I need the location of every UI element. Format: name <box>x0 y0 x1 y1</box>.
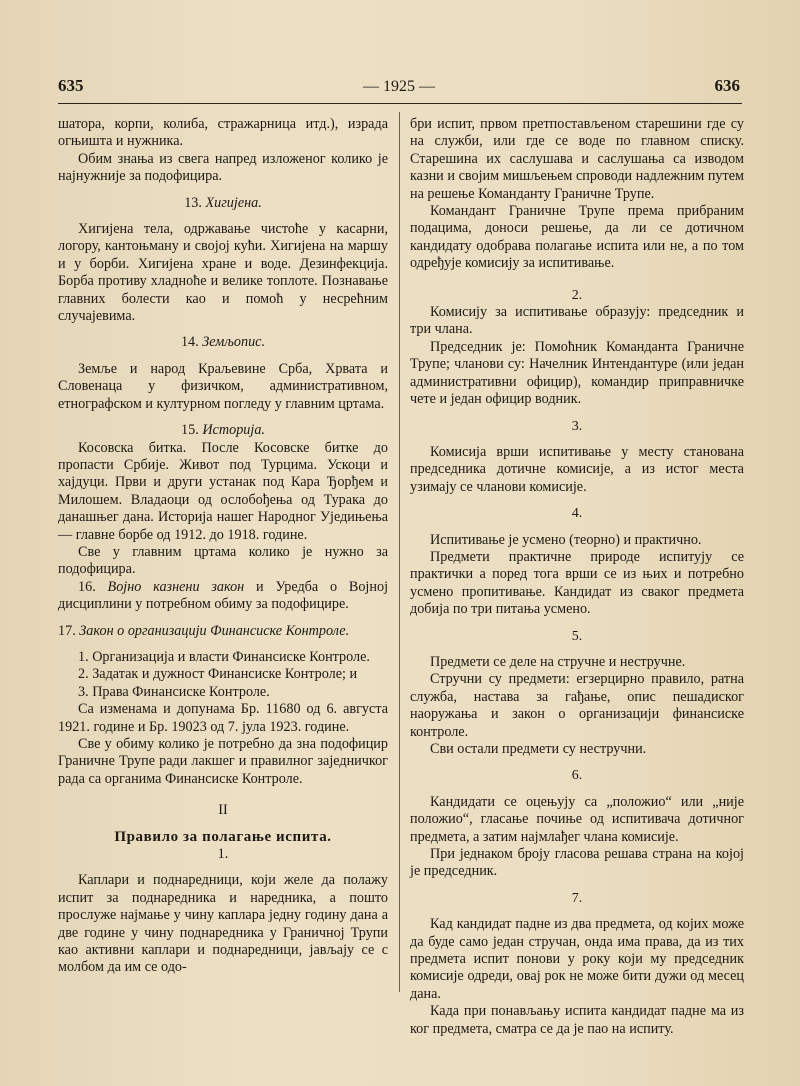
paragraph: Комисију за испитивање образују: председник и три члана. <box>410 304 744 338</box>
rule-number-7: 7. <box>571 890 583 906</box>
section-heading-13: 13. Хигијена. <box>184 194 262 211</box>
part-number: II <box>218 802 228 819</box>
left-column <box>58 116 388 977</box>
paragraph: Земље и народ Краљевине Срба, Хрвата и Словенаца у физичком, административном, етнографском и културном погледу у главним цртама. <box>58 360 388 412</box>
list-item: 3. Права Финансиске Контроле. <box>78 683 270 700</box>
paragraph: Стручни су предмети: егзерцирно правило, ратна служба, настава за гађање, опис пешадиског наоружања и закон о организацији финансиске контроле. <box>410 671 744 740</box>
page-number-right: 636 <box>714 76 740 95</box>
right-column <box>410 116 744 1038</box>
paragraph: Командант Граничне Трупе према прибраним подацима, доноси решење, да ли се дотичном кандидату одобрава полагање испита или не, а по том одређује комисију за испитивање. <box>410 203 744 272</box>
rule-number-5: 5. <box>571 628 583 644</box>
rule-number-6: 6. <box>571 768 583 784</box>
list-item: 2. Задатак и дужност Финансиске Контроле; и <box>78 666 358 683</box>
rule-number-2: 2. <box>571 287 583 303</box>
paragraph: Кад кандидат падне из два предмета, од којих може да буде само један стручан, онда има права, да из тих предмета испит понови у року који му председник комисије одреди, овај рок не може бити дужи од месец дана. <box>410 916 744 1002</box>
paragraph: Предмети се деле на стручне и нестручне. <box>430 653 686 670</box>
paragraph: Испитивање је усмено (теорно) и практично. <box>430 531 702 548</box>
paragraph: Све у главним цртама колико је нужно за подофицира. <box>58 543 388 578</box>
section-heading-17: 17. Закон о организацији Финансиске Контроле. <box>58 622 350 639</box>
paragraph: Када при понављању испита кандидат падне ма из ког предмета, сматра се да је пао на испиту. <box>410 1003 744 1037</box>
paragraph: Предмети практичне природе испитују се практички а поред тога врши се из њих и потребно усмено пропитивање. Кандидат из сваког предмета добија по три питања усмено. <box>410 548 744 618</box>
paragraph: Косовска битка. После Косовске битке до пропасти Србије. Живот под Турцима. Ускоци и хајдуци. Први и други устанак под Кара Ђорђем и Милошем. Владаоци од ослобођења од Турака до данашњег дана. Историја нашег Народног Уједињења — главне борбе од 1912. до 1918. године. <box>58 439 388 543</box>
part-title: Правило за полагање испита. <box>114 828 332 845</box>
rule-number-3: 3. <box>571 418 583 434</box>
paragraph: Обим знања из свега напред изложеног колико је најнужније за подофицира. <box>58 150 388 185</box>
paragraph: Сви остали предмети су нестручни. <box>430 741 647 757</box>
column-separator <box>399 112 400 992</box>
paragraph: Хигијена тела, одржавање чистоће у касарни, логору, кантоњману и својој кући. Хигијена на маршу и у борби. Хигијена хране и воде. Дезинфекција. Борба противу хладноће и велике топлоте. Познавање главних болести као и помоћ у несрећним случајевима. <box>58 221 388 325</box>
rule-number-4: 4. <box>571 506 583 522</box>
section-heading-14: 14. Земљопис. <box>180 334 266 351</box>
list-item: 1. Организација и власти Финансиске Контроле. <box>78 648 370 665</box>
page-header <box>58 76 740 104</box>
paragraph: шатора, корпи, колиба, стражарница итд.), израда огњишта и нужника. <box>58 116 388 150</box>
rule-number-1: 1. <box>217 846 229 863</box>
paragraph: Комисија врши испитивање у месту станована председника дотичне комисије, а из истог места узимају се чланови комисије. <box>410 443 744 495</box>
section-16: 16. Војно казнени закон и Уредба о Војној дисциплини у потребном обиму за подофицире. <box>58 578 389 613</box>
page-number-left: 635 <box>58 76 84 95</box>
paragraph: Каплари и поднаредници, који желе да полажу испит за поднаредника и наредника, а пошто прослуже најмање у чину каплара једну годину дана а две године у чину поднаредника у Граничној Трупи као активни каплари и поднаредници, јављају се с молбом да им се одо- <box>58 872 388 976</box>
running-header-year: — 1925 — <box>363 78 435 95</box>
paragraph: Председник је: Помоћник Команданта Граничне Трупе; чланови су: Начелник Интендантуре (или један административни официр), командир приправничке чете и један официр водник. <box>410 338 744 408</box>
paragraph: При једнаком броју гласова решава страна на којој је председник. <box>410 846 744 880</box>
paragraph: Кандидати се оцењују са „положио“ или „није положио“, гласање почиње од испитивача дотичног предмета, а затим најмлађег члана комисије. <box>410 793 744 845</box>
paragraph: Са изменама и допунама Бр. 11680 од 6. августа 1921. године и Бр. 19023 од 7. јула 1923. године. <box>58 701 388 735</box>
paragraph: Све у обиму колико је потребно да зна подофицир Граничне Трупе ради лакшег и правилног заједничког рада са органима Финансиске Контроле. <box>58 736 388 787</box>
header-rule <box>58 103 742 104</box>
section-heading-15: 15. Историја. <box>181 422 265 439</box>
paragraph: бри испит, првом претпостављеном старешини где су на служби, или где се воде по главном списку. Старешина их саслушава и саслушања са изводом казни и својим мишљењем спроводи надлежним путем на решење Команданту Граничне Трупе. <box>410 116 744 202</box>
